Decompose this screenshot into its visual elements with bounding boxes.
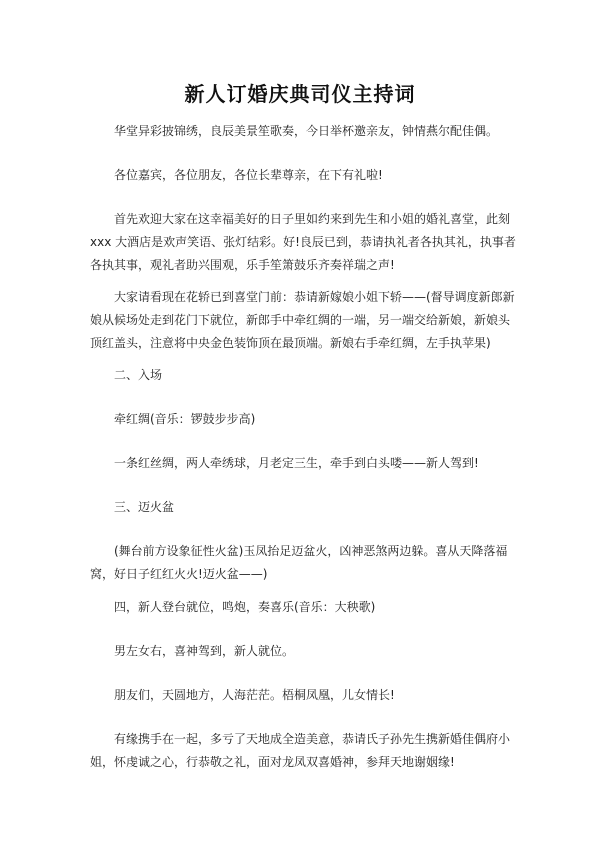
paragraph-fire-basin-verse: (舞台前方设象征性火盆)玉凤抬足迈盆火，凶神恶煞两边躲。喜从天降落福窝，好日子红红火火!迈火盆——) [90, 544, 508, 581]
section-heading-fire-basin: 三、迈火盆 [114, 500, 175, 514]
page-title: 新人订婚庆典司仪主持词 [184, 82, 416, 106]
paragraph-worship: 有缘携手在一起，多亏了天地成全造美意，恭请氏子孙先生携新婚佳偶府小姐，怀虔诚之心，行恭敬之礼，面对龙凤双喜婚神，参拜天地谢姻缘! [90, 732, 511, 769]
paragraph-opening-verse: 华堂异彩披锦绣，良辰美景笙歌奏，今日举杯邀亲友，钟情燕尔配佳偶。 [114, 124, 499, 138]
paragraph-welcome: 首先欢迎大家在这幸福美好的日子里如约来到先生和小姐的婚礼喜堂，此刻 xxx 大酒店是欢声笑语、张灯结彩。好!良辰已到，恭请执礼者各执其礼，执事者各执其事，观礼者助兴围观，乐手笙箫鼓乐齐奏祥瑞之声! [90, 212, 516, 272]
paragraph-sedan-arrival: 大家请看现在花轿已到喜堂门前：恭请新嫁娘小姐下轿——(督导调度新郎新娘从候场处走到花门下就位，新郎手中牵红绸的一端，另一端交给新娘，新娘头顶红盖头，注意将中央金色装饰顶在最顶端。新娘右手牵红绸，左手执苹果) [90, 290, 515, 350]
paragraph-red-silk-verse: 一条红丝绸，两人牵绣球，月老定三生，牵手到白头喽——新人驾到! [114, 456, 479, 470]
paragraph-red-silk-music: 牵红绸(音乐：锣鼓步步高) [114, 412, 256, 426]
paragraph-friends: 朋友们，天圆地方，人海茫茫。梧桐凤凰，儿女情长! [114, 688, 395, 702]
paragraph-greeting: 各位嘉宾，各位朋友，各位长辈尊亲，在下有礼啦! [114, 168, 383, 182]
section-heading-entrance: 二、入场 [114, 368, 163, 382]
section-heading-stage: 四，新人登台就位，鸣炮，奏喜乐(音乐：大秧歌) [114, 600, 376, 614]
paragraph-positions: 男左女右，喜神驾到，新人就位。 [114, 644, 295, 658]
